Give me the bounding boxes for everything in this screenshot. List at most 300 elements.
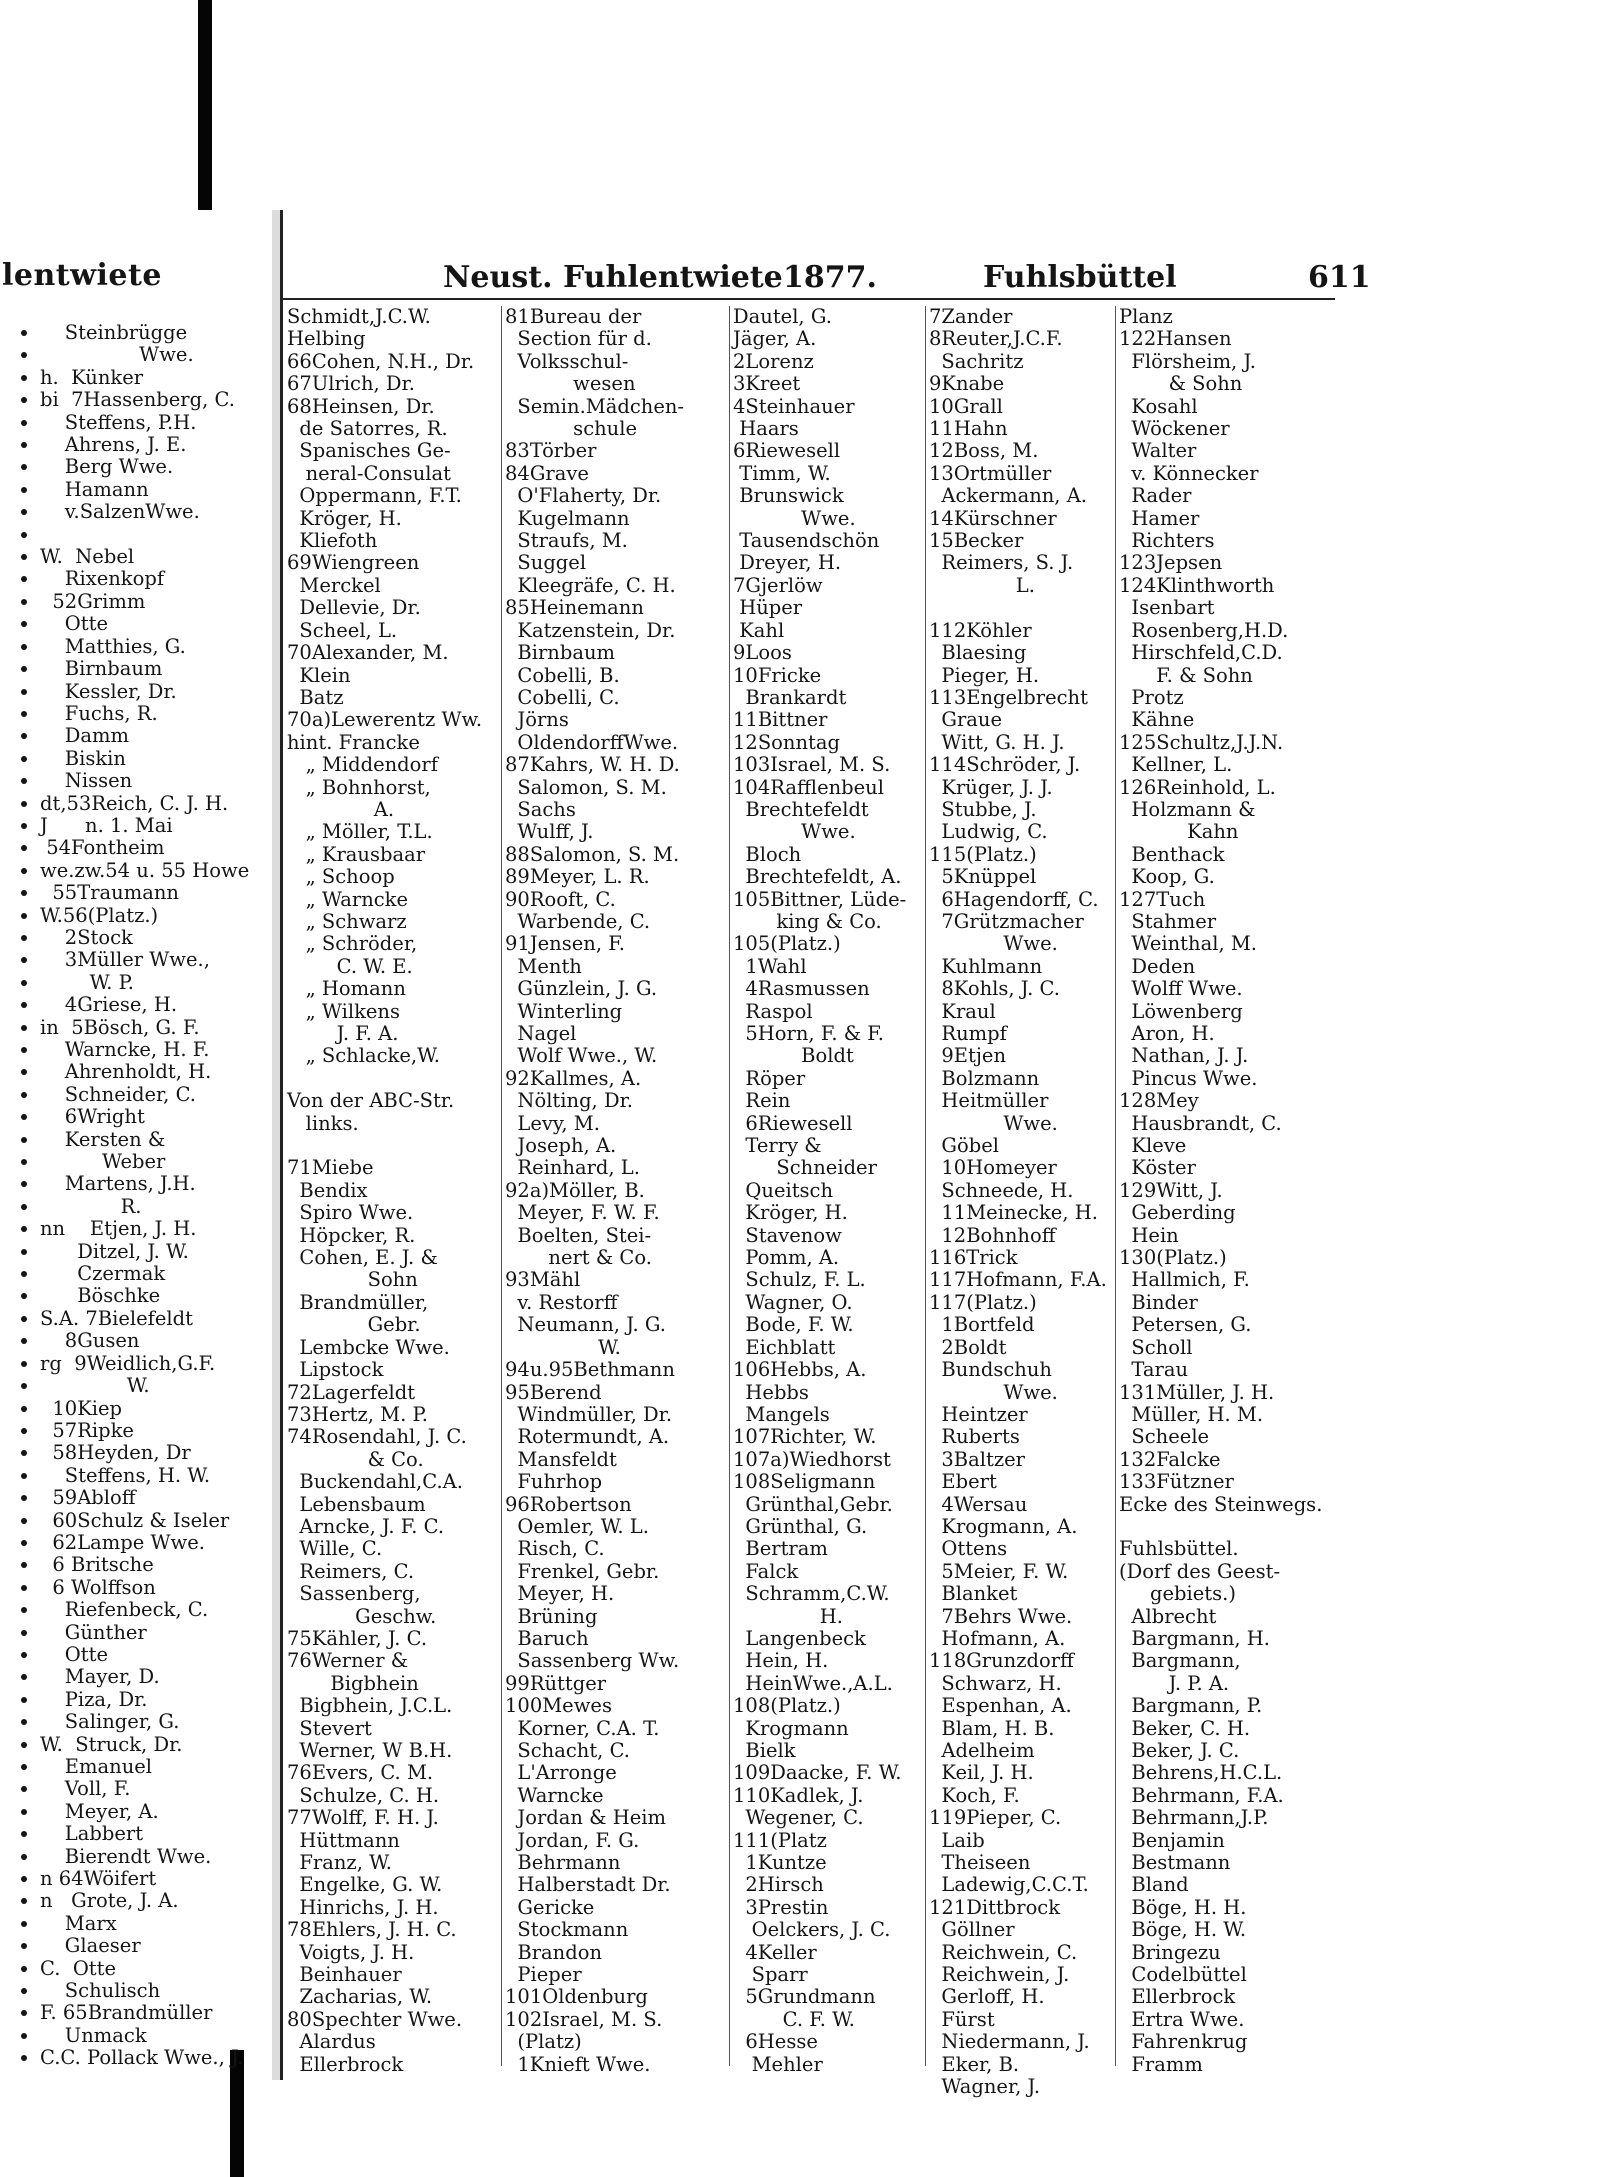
directory-entry: Pieger, H.	[929, 663, 1040, 687]
directory-entry: Rader	[1119, 484, 1192, 508]
directory-entry: Warbende, C.	[505, 909, 651, 933]
directory-entry: Kahl	[733, 618, 785, 642]
directory-entry: Sachritz	[929, 349, 1024, 373]
directory-entry: • R.	[40, 1196, 249, 1218]
directory-entry: „ Homann	[287, 977, 406, 1001]
directory-entry: Bloch	[733, 842, 802, 866]
directory-entry: 74Rosendahl, J. C.	[287, 1425, 467, 1449]
directory-entry: 117Hofmann, F.A.	[929, 1268, 1107, 1292]
directory-entry: Stevert	[287, 1716, 372, 1740]
directory-entry: Schwarz, H.	[929, 1671, 1062, 1695]
directory-entry: 75Kähler, J. C.	[287, 1626, 428, 1650]
directory-entry: Hofmann, A.	[929, 1626, 1066, 1650]
page-header	[283, 260, 1371, 300]
directory-entry: O'Flaherty, Dr.	[505, 484, 662, 508]
directory-entry: Hamer	[1119, 506, 1200, 530]
directory-entry: Wwe.	[733, 506, 856, 530]
directory-entry: 113Engelbrecht	[929, 685, 1088, 709]
directory-entry: 80Spechter Wwe.	[287, 2007, 463, 2031]
directory-entry: 117(Platz.)	[929, 1290, 1037, 1314]
directory-entry	[40, 524, 249, 546]
directory-entry: Theiseen	[929, 1851, 1031, 1875]
directory-entry: Ottens	[929, 1537, 1008, 1561]
directory-entry: Mehler	[733, 2052, 823, 2076]
directory-entry: 1Knieft Wwe.	[505, 2052, 651, 2076]
directory-entry: 8Kohls, J. C.	[929, 977, 1060, 1001]
directory-entry: Halberstadt Dr.	[505, 1873, 671, 1897]
directory-entry: 107Richter, W.	[733, 1425, 877, 1449]
directory-entry: • Nissen	[40, 770, 249, 792]
directory-entry: Lebensbaum	[287, 1492, 426, 1516]
directory-entry: Ladewig,C.C.T.	[929, 1873, 1089, 1897]
directory-entry: • Marx	[40, 1913, 249, 1935]
directory-entry: Joseph, A.	[505, 1134, 617, 1158]
directory-entry: 122Hansen	[1119, 327, 1232, 351]
directory-entry: Bielk	[733, 1739, 796, 1762]
directory-entry: 106Hebbs, A.	[733, 1358, 867, 1382]
directory-entry: „ Schwarz	[287, 909, 407, 933]
directory-entry: Warncke	[505, 1783, 604, 1807]
directory-entry: Helbing	[287, 327, 366, 351]
directory-entry: • Steffens, P.H.	[40, 412, 249, 434]
directory-entry: Nagel	[505, 1022, 577, 1045]
directory-entry: Rosenberg,H.D.	[1119, 618, 1289, 642]
directory-entry: Kugelmann	[505, 506, 630, 530]
directory-entry: 132Falcke	[1119, 1447, 1221, 1471]
directory-entry: Fahrenkrug	[1119, 2030, 1248, 2054]
directory-entry: Framm	[1119, 2052, 1203, 2076]
directory-entry: • Böschke	[40, 1285, 249, 1307]
directory-entry: • v.SalzenWwe.	[40, 501, 249, 523]
directory-entry: 73Hertz, M. P.	[287, 1402, 428, 1426]
directory-entry: wesen	[505, 372, 636, 396]
directory-entry: 5Meier, F. W.	[929, 1559, 1069, 1583]
directory-entry: 108Seligmann	[733, 1470, 876, 1494]
directory-entry: Kähne	[1119, 708, 1195, 732]
directory-entry: 6Riewesell	[733, 439, 841, 463]
directory-entry: 1Kuntze	[733, 1851, 827, 1875]
right-page	[280, 210, 1371, 2099]
directory-entry: • Damm	[40, 725, 249, 747]
directory-entry: 11Meinecke, H.	[929, 1201, 1098, 1225]
directory-entry: Witt, G. H. J.	[929, 730, 1065, 754]
directory-entry: Ackermann, A.	[929, 484, 1087, 508]
directory-entry: Heintzer	[929, 1402, 1028, 1426]
directory-entry: • 8Gusen	[40, 1330, 249, 1352]
directory-entry: Protz	[1119, 685, 1184, 709]
directory-entry: • W. Nebel	[40, 546, 249, 568]
directory-entry: 9Knabe	[929, 372, 1005, 396]
directory-entry: Krüger, J. J.	[929, 775, 1053, 799]
directory-entry: Menth	[505, 954, 582, 978]
directory-entry: (Dorf des Geest-	[1119, 1559, 1281, 1583]
directory-entry: • Labbert	[40, 1823, 249, 1845]
directory-entry: Terry &	[733, 1134, 822, 1158]
directory-entry: • Riefenbeck, C.	[40, 1599, 249, 1621]
directory-entry: Binder	[1119, 1290, 1198, 1314]
directory-entry: • Birnbaum	[40, 658, 249, 680]
directory-entry: • Meyer, A.	[40, 1801, 249, 1823]
directory-entry: Sachs	[505, 797, 576, 821]
directory-entry: Krogmann	[733, 1716, 849, 1740]
directory-entry: Hüper	[733, 596, 803, 620]
column-divider	[925, 306, 926, 2066]
directory-entry: 15Becker	[929, 529, 1024, 553]
directory-entry: Dautel, G.	[733, 305, 832, 328]
directory-entry: Wolff Wwe.	[1119, 977, 1243, 1001]
directory-entry: Codelbüttel	[1119, 1963, 1247, 1987]
directory-entry: Windmüller, Dr.	[505, 1402, 673, 1426]
directory-entry: Kleegräfe, C. H.	[505, 573, 676, 597]
directory-entry: Eichblatt	[733, 1335, 836, 1359]
directory-entry: Stubbe, J.	[929, 797, 1037, 821]
directory-entry: 9Etjen	[929, 1044, 1007, 1068]
directory-entry: 7Gjerlöw	[733, 573, 823, 597]
directory-entry: Section für d.	[505, 327, 652, 351]
directory-entry: Hein	[1119, 1223, 1179, 1247]
directory-entry: HeinWwe.,A.L.	[733, 1671, 893, 1695]
directory-entry: 89Meyer, L. R.	[505, 865, 650, 889]
directory-entry: Kröger, H.	[287, 506, 402, 530]
directory-entry: 7Zander	[929, 305, 1013, 328]
directory-entry: Böge, H. H.	[1119, 1895, 1247, 1919]
directory-entry: Pieper	[505, 1963, 582, 1987]
directory-entry: Ecke des Steinwegs.	[1119, 1492, 1323, 1516]
directory-entry: 14Kürschner	[929, 506, 1057, 530]
directory-entry: • 59Abloff	[40, 1487, 249, 1509]
directory-entry: Cohen, E. J. &	[287, 1246, 438, 1270]
directory-entry: Kuhlmann	[929, 954, 1043, 978]
directory-entry: Sparr	[733, 1963, 808, 1987]
directory-entry: Jörns	[505, 708, 569, 732]
directory-entry: Grünthal, G.	[733, 1514, 868, 1538]
left-page-lines	[0, 322, 249, 2070]
directory-entry: 5Grundmann	[733, 1985, 876, 2009]
directory-entry: Wwe.	[929, 932, 1058, 956]
directory-entry: Koop, G.	[1119, 865, 1215, 889]
directory-entry: 81Bureau der	[505, 305, 642, 328]
directory-entry: Schulze, C. H.	[287, 1783, 440, 1807]
directory-entry: • 55Traumann	[40, 882, 249, 904]
directory-entry: Fuhrhop	[505, 1470, 603, 1494]
directory-entry: 83Törber	[505, 439, 597, 463]
directory-entry: 128Mey	[1119, 1089, 1199, 1113]
directory-entry: 123Jepsen	[1119, 551, 1223, 575]
directory-entry: Kleve	[1119, 1134, 1187, 1158]
directory-entry: • dt,53Reich, C. J. H.	[40, 793, 249, 815]
directory-entry: 105(Platz.)	[733, 932, 841, 956]
directory-entry: 6Hagendorff, C.	[929, 887, 1099, 911]
directory-entry: • 3Müller Wwe.,	[40, 949, 249, 971]
directory-entry: • Weber	[40, 1151, 249, 1173]
directory-entry: C. F. W.	[733, 2007, 855, 2031]
directory-entry: Brunswick	[733, 484, 844, 508]
directory-entry: • J n. 1. Mai	[40, 815, 249, 837]
directory-entry: • W. Struck, Dr.	[40, 1734, 249, 1756]
directory-entry: • W. P.	[40, 972, 249, 994]
directory-entry: Hausbrandt, C.	[1119, 1111, 1282, 1135]
directory-entry: Oemler, W. L.	[505, 1514, 649, 1538]
directory-entry: • Otte	[40, 1644, 249, 1666]
directory-entry: • W.56(Platz.)	[40, 905, 249, 927]
directory-entry: 95Berend	[505, 1380, 602, 1404]
directory-entry: Risch, C.	[505, 1537, 605, 1561]
directory-entry: Bargmann, H.	[1119, 1626, 1270, 1650]
directory-entry: Franz, W.	[287, 1851, 392, 1875]
directory-entry: • 62Lampe Wwe.	[40, 1532, 249, 1554]
directory-entry: 12Boss, M.	[929, 439, 1039, 463]
directory-entry: 92Kallmes, A.	[505, 1066, 642, 1090]
directory-entry: 5Knüppel	[929, 865, 1037, 889]
directory-entry: Bendix	[287, 1178, 368, 1202]
directory-entry: Stavenow	[733, 1223, 842, 1247]
directory-entry: Benjamin	[1119, 1828, 1225, 1852]
directory-entry: Fuhlsbüttel.	[1119, 1537, 1239, 1561]
directory-entry: L.	[929, 573, 1035, 597]
directory-entry: Meyer, F. W. F.	[505, 1201, 660, 1225]
directory-entry: Semin.Mädchen-	[505, 394, 685, 418]
directory-entry: 94u.95Bethmann	[505, 1358, 675, 1382]
header-year: 1877.	[783, 260, 877, 295]
directory-entry: Bigbhein	[287, 1671, 419, 1695]
directory-entry: 110Kadlek, J.	[733, 1783, 864, 1807]
directory-entry: Wegener, C.	[733, 1806, 864, 1830]
directory-entry: „ Krausbaar	[287, 842, 426, 866]
directory-entry: 71Miebe	[287, 1156, 374, 1180]
directory-entry: 76Werner &	[287, 1649, 409, 1673]
directory-entry: 100Mewes	[505, 1694, 612, 1718]
directory-entry: 133Fützner	[1119, 1470, 1234, 1494]
directory-entry: 3Kreet	[733, 372, 801, 396]
directory-entry: Fürst	[929, 2007, 995, 2031]
directory-entry: • Günther	[40, 1622, 249, 1644]
directory-entry: Hallmich, F.	[1119, 1268, 1250, 1292]
directory-entry: Müller, H. M.	[1119, 1402, 1264, 1426]
directory-entry: Mansfeldt	[505, 1447, 617, 1471]
directory-entry: • Wwe.	[40, 344, 249, 366]
directory-entry: „ Middendorf	[287, 753, 438, 777]
directory-entry: Queitsch	[733, 1178, 834, 1202]
directory-entry: Heitmüller	[929, 1089, 1049, 1113]
directory-entry: 76Evers, C. M.	[287, 1761, 434, 1785]
directory-entry: Schulz, F. L.	[733, 1268, 866, 1292]
directory-entry: • C.C. Pollack Wwe., J.	[40, 2047, 249, 2069]
directory-column-5	[1119, 306, 1322, 2076]
directory-entry: 77Wolff, F. H. J.	[287, 1806, 439, 1830]
directory-entry: (Platz)	[505, 2030, 582, 2054]
directory-entry: • Martens, J.H.	[40, 1173, 249, 1195]
directory-entry: 118Grunzdorff	[929, 1649, 1074, 1673]
directory-entry: Krogmann, A.	[929, 1514, 1078, 1538]
directory-entry: Ebert	[929, 1470, 997, 1494]
directory-entry: 105Bittner, Lüde-	[733, 887, 907, 911]
directory-entry: Bestmann	[1119, 1851, 1231, 1875]
directory-entry: Jordan, F. G.	[505, 1828, 640, 1852]
directory-entry: 107a)Wiedhorst	[733, 1447, 891, 1471]
header-rule	[283, 298, 1335, 300]
directory-entry: Batz	[287, 685, 344, 709]
directory-entry: 91Jensen, F.	[505, 932, 625, 956]
directory-entry: 92a)Möller, B.	[505, 1178, 645, 1202]
directory-entry: Falck	[733, 1559, 799, 1583]
directory-entry: Bigbhein, J.C.L.	[287, 1694, 453, 1718]
directory-entry: Ertra Wwe.	[1119, 2007, 1245, 2031]
directory-entry: • Czermak	[40, 1263, 249, 1285]
directory-entry: Rotermundt, A.	[505, 1425, 670, 1449]
directory-entry: Sassenberg Ww.	[505, 1649, 680, 1673]
directory-entry: Bland	[1119, 1873, 1189, 1897]
directory-entry: Ellerbrock	[287, 2052, 404, 2076]
directory-entry: Lembcke Wwe.	[287, 1335, 450, 1359]
directory-entry: Benthack	[1119, 842, 1225, 866]
directory-entry: • Steinbrügge	[40, 322, 249, 344]
directory-entry: Langenbeck	[733, 1626, 866, 1650]
directory-entry: 87Kahrs, W. H. D.	[505, 753, 680, 777]
directory-entry: Spiro Wwe.	[287, 1201, 414, 1225]
directory-entry: Kellner, L.	[1119, 753, 1233, 777]
directory-entry: 11Hahn	[929, 417, 1008, 441]
directory-entry: Weinthal, M.	[1119, 932, 1258, 956]
directory-entry: Dreyer, H.	[733, 551, 842, 575]
directory-entry: Wolf Wwe., W.	[505, 1044, 658, 1068]
directory-entry: Richters	[1119, 529, 1215, 553]
directory-entry: 69Wiengreen	[287, 551, 420, 575]
directory-entry: Behrmann, F.A.	[1119, 1783, 1284, 1807]
directory-entry: 3Baltzer	[929, 1447, 1025, 1471]
directory-entry: Adelheim	[929, 1739, 1035, 1762]
directory-entry: • Piza, Dr.	[40, 1689, 249, 1711]
directory-entry: Gebr.	[287, 1313, 421, 1337]
directory-entry: • n Grote, J. A.	[40, 1890, 249, 1912]
directory-entry: Nölting, Dr.	[505, 1089, 633, 1113]
directory-entry: 101Oldenburg	[505, 1985, 648, 2009]
directory-entry: • Mayer, D.	[40, 1666, 249, 1688]
directory-entry: Reimers, C.	[287, 1559, 415, 1583]
directory-entry: Brandmüller,	[287, 1290, 429, 1314]
directory-entry: Keil, J. H.	[929, 1761, 1034, 1785]
directory-entry: • C. Otte	[40, 1958, 249, 1980]
directory-entry: Rein	[733, 1089, 791, 1113]
directory-entry: Flörsheim, J.	[1119, 349, 1256, 373]
directory-entry: Walter	[1119, 439, 1197, 463]
directory-entry: 78Ehlers, J. H. C.	[287, 1918, 457, 1942]
directory-entry: nert & Co.	[505, 1246, 652, 1270]
directory-entry: Sassenberg,	[287, 1582, 421, 1606]
directory-entry: J. P. A.	[1119, 1671, 1230, 1695]
directory-entry: Brüning	[505, 1604, 598, 1628]
directory-entry: Schneider	[733, 1156, 877, 1180]
directory-column-3	[733, 306, 906, 2076]
directory-entry: Gerloff, H.	[929, 1985, 1045, 2009]
directory-entry: Merckel	[287, 573, 381, 597]
directory-entry: W.	[505, 1335, 621, 1359]
directory-entry: Stahmer	[1119, 909, 1217, 933]
directory-entry: king & Co.	[733, 909, 882, 933]
directory-entry: Ellerbrock	[1119, 1985, 1236, 2009]
directory-entry: Schacht, C.	[505, 1739, 630, 1762]
directory-entry: Boelten, Stei-	[505, 1223, 652, 1247]
directory-entry: 93Mähl	[505, 1268, 581, 1292]
directory-entry: Tarau	[1119, 1358, 1189, 1382]
directory-entry: v. Könnecker	[1119, 461, 1259, 485]
directory-entry: • 57Ripke	[40, 1420, 249, 1442]
directory-entry: „ Möller, T.L.	[287, 820, 433, 844]
directory-entry: 90Rooft, C.	[505, 887, 616, 911]
directory-entry: • W.	[40, 1375, 249, 1397]
directory-entry: 130(Platz.)	[1119, 1246, 1227, 1270]
directory-entry: Holzmann &	[1119, 797, 1256, 821]
directory-entry: Suggel	[505, 551, 587, 575]
directory-entry: Cobelli, B.	[505, 663, 620, 687]
column-divider	[729, 306, 730, 2066]
directory-entry: Wwe.	[929, 1111, 1058, 1135]
directory-entry: Bundschuh	[929, 1358, 1052, 1382]
directory-entry: 4Wersau	[929, 1492, 1028, 1516]
column-1-lines	[287, 306, 482, 2076]
directory-entry: • rg 9Weidlich,G.F.	[40, 1353, 249, 1375]
directory-entry: Tausendschön	[733, 529, 880, 553]
directory-entry: Sohn	[287, 1268, 418, 1292]
directory-entry: Brandon	[505, 1940, 603, 1964]
directory-entry	[287, 1135, 482, 1157]
directory-entry	[929, 597, 1107, 619]
directory-entry: Schramm,C.W.	[733, 1582, 890, 1606]
directory-entry: Beinhauer	[287, 1963, 402, 1987]
directory-entry: Buckendahl,C.A.	[287, 1470, 463, 1494]
directory-entry: Alardus	[287, 2030, 376, 2054]
directory-entry: Katzenstein, Dr.	[505, 618, 676, 642]
directory-entry: Deden	[1119, 954, 1196, 978]
directory-entry: A.	[287, 797, 395, 821]
directory-entry	[287, 1068, 482, 1090]
directory-entry: • 6 Wolffson	[40, 1577, 249, 1599]
directory-entry: Köster	[1119, 1156, 1196, 1180]
directory-entry: 9Loos	[733, 641, 792, 665]
directory-entry: • Hamann	[40, 479, 249, 501]
directory-entry: Bargmann,	[1119, 1649, 1241, 1673]
directory-entry: Blam, H. B.	[929, 1716, 1055, 1740]
directory-entry: Göllner	[929, 1918, 1015, 1942]
directory-entry: 104Rafflenbeul	[733, 775, 884, 799]
directory-entry: F. & Sohn	[1119, 663, 1253, 687]
directory-entry: „ Schröder,	[287, 932, 418, 956]
directory-entry: C. W. E.	[287, 954, 413, 978]
directory-entry: „ Schoop	[287, 865, 395, 889]
directory-entry: • 60Schulz & Iseler	[40, 1510, 249, 1532]
directory-entry: • 54Fontheim	[40, 837, 249, 859]
directory-entry: 10Grall	[929, 394, 1003, 418]
directory-entry: Arncke, J. F. C.	[287, 1514, 445, 1538]
directory-entry: Koch, F.	[929, 1783, 1020, 1807]
directory-entry: • nn Etjen, J. H.	[40, 1218, 249, 1240]
directory-entry: 129Witt, J.	[1119, 1178, 1223, 1202]
directory-entry: • Matthies, G.	[40, 636, 249, 658]
directory-entry: • Schneider, C.	[40, 1084, 249, 1106]
directory-entry: Scholl	[1119, 1335, 1193, 1359]
directory-entry: 88Salomon, S. M.	[505, 842, 680, 866]
directory-entry: Bringezu	[1119, 1940, 1221, 1964]
directory-entry: Frenkel, Gebr.	[505, 1559, 660, 1583]
directory-entry: Reichwein, J.	[929, 1963, 1070, 1987]
directory-entry: Wulff, J.	[505, 820, 594, 844]
directory-entry: Dellevie, Dr.	[287, 596, 421, 620]
directory-entry: Zacharias, W.	[287, 1985, 433, 2009]
directory-entry: Werner, W B.H.	[287, 1739, 453, 1762]
directory-entry: Geberding	[1119, 1201, 1236, 1225]
directory-entry: Böge, H. W.	[1119, 1918, 1247, 1942]
directory-entry: 115(Platz.)	[929, 842, 1037, 866]
directory-entry: 85Heinemann	[505, 596, 644, 620]
